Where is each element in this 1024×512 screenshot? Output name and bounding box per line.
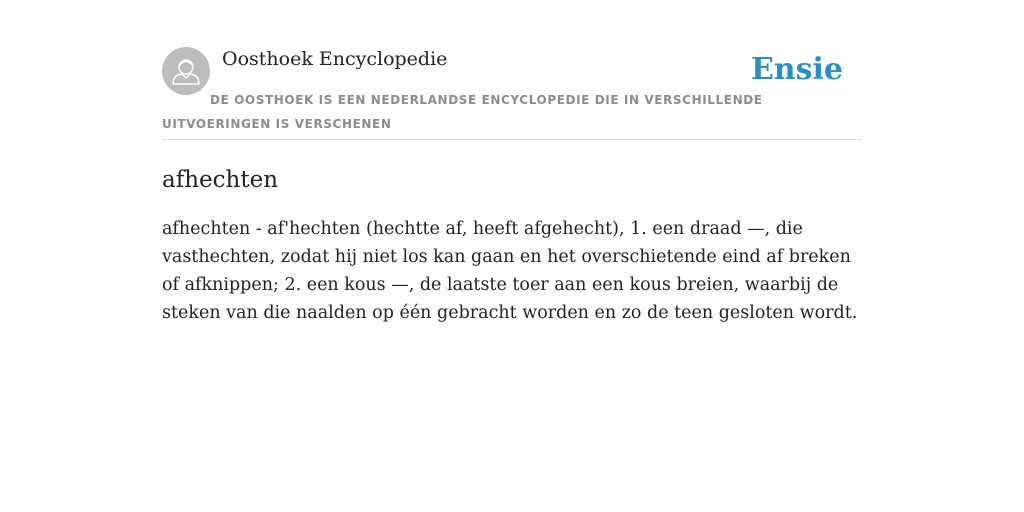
source-header xyxy=(162,47,862,140)
entry-definition: afhechten - af'hechten (hechtte af, heeft afgehecht), 1. een draad —, die vasthechten, zodat hij niet los kan gaan en het overschietende eind af breken of afknippen; 2. een kous —, de laatste toer aan een kous breien, waarbij de steken van die naalden op één gebracht worden en zo de teen gesloten wordt. xyxy=(162,219,858,323)
entry-title: afhechten xyxy=(162,167,279,193)
brand-logo-link[interactable]: Ensie xyxy=(750,52,843,87)
page-container xyxy=(162,47,862,327)
source-subtitle: DE OOSTHOEK IS EEN NEDERLANDSE ENCYCLOPEDIE DIE IN VERSCHILLENDE UITVOERINGEN IS VERSCHENEN xyxy=(162,93,763,131)
source-title[interactable]: Oosthoek Encyclopedie xyxy=(222,48,448,70)
